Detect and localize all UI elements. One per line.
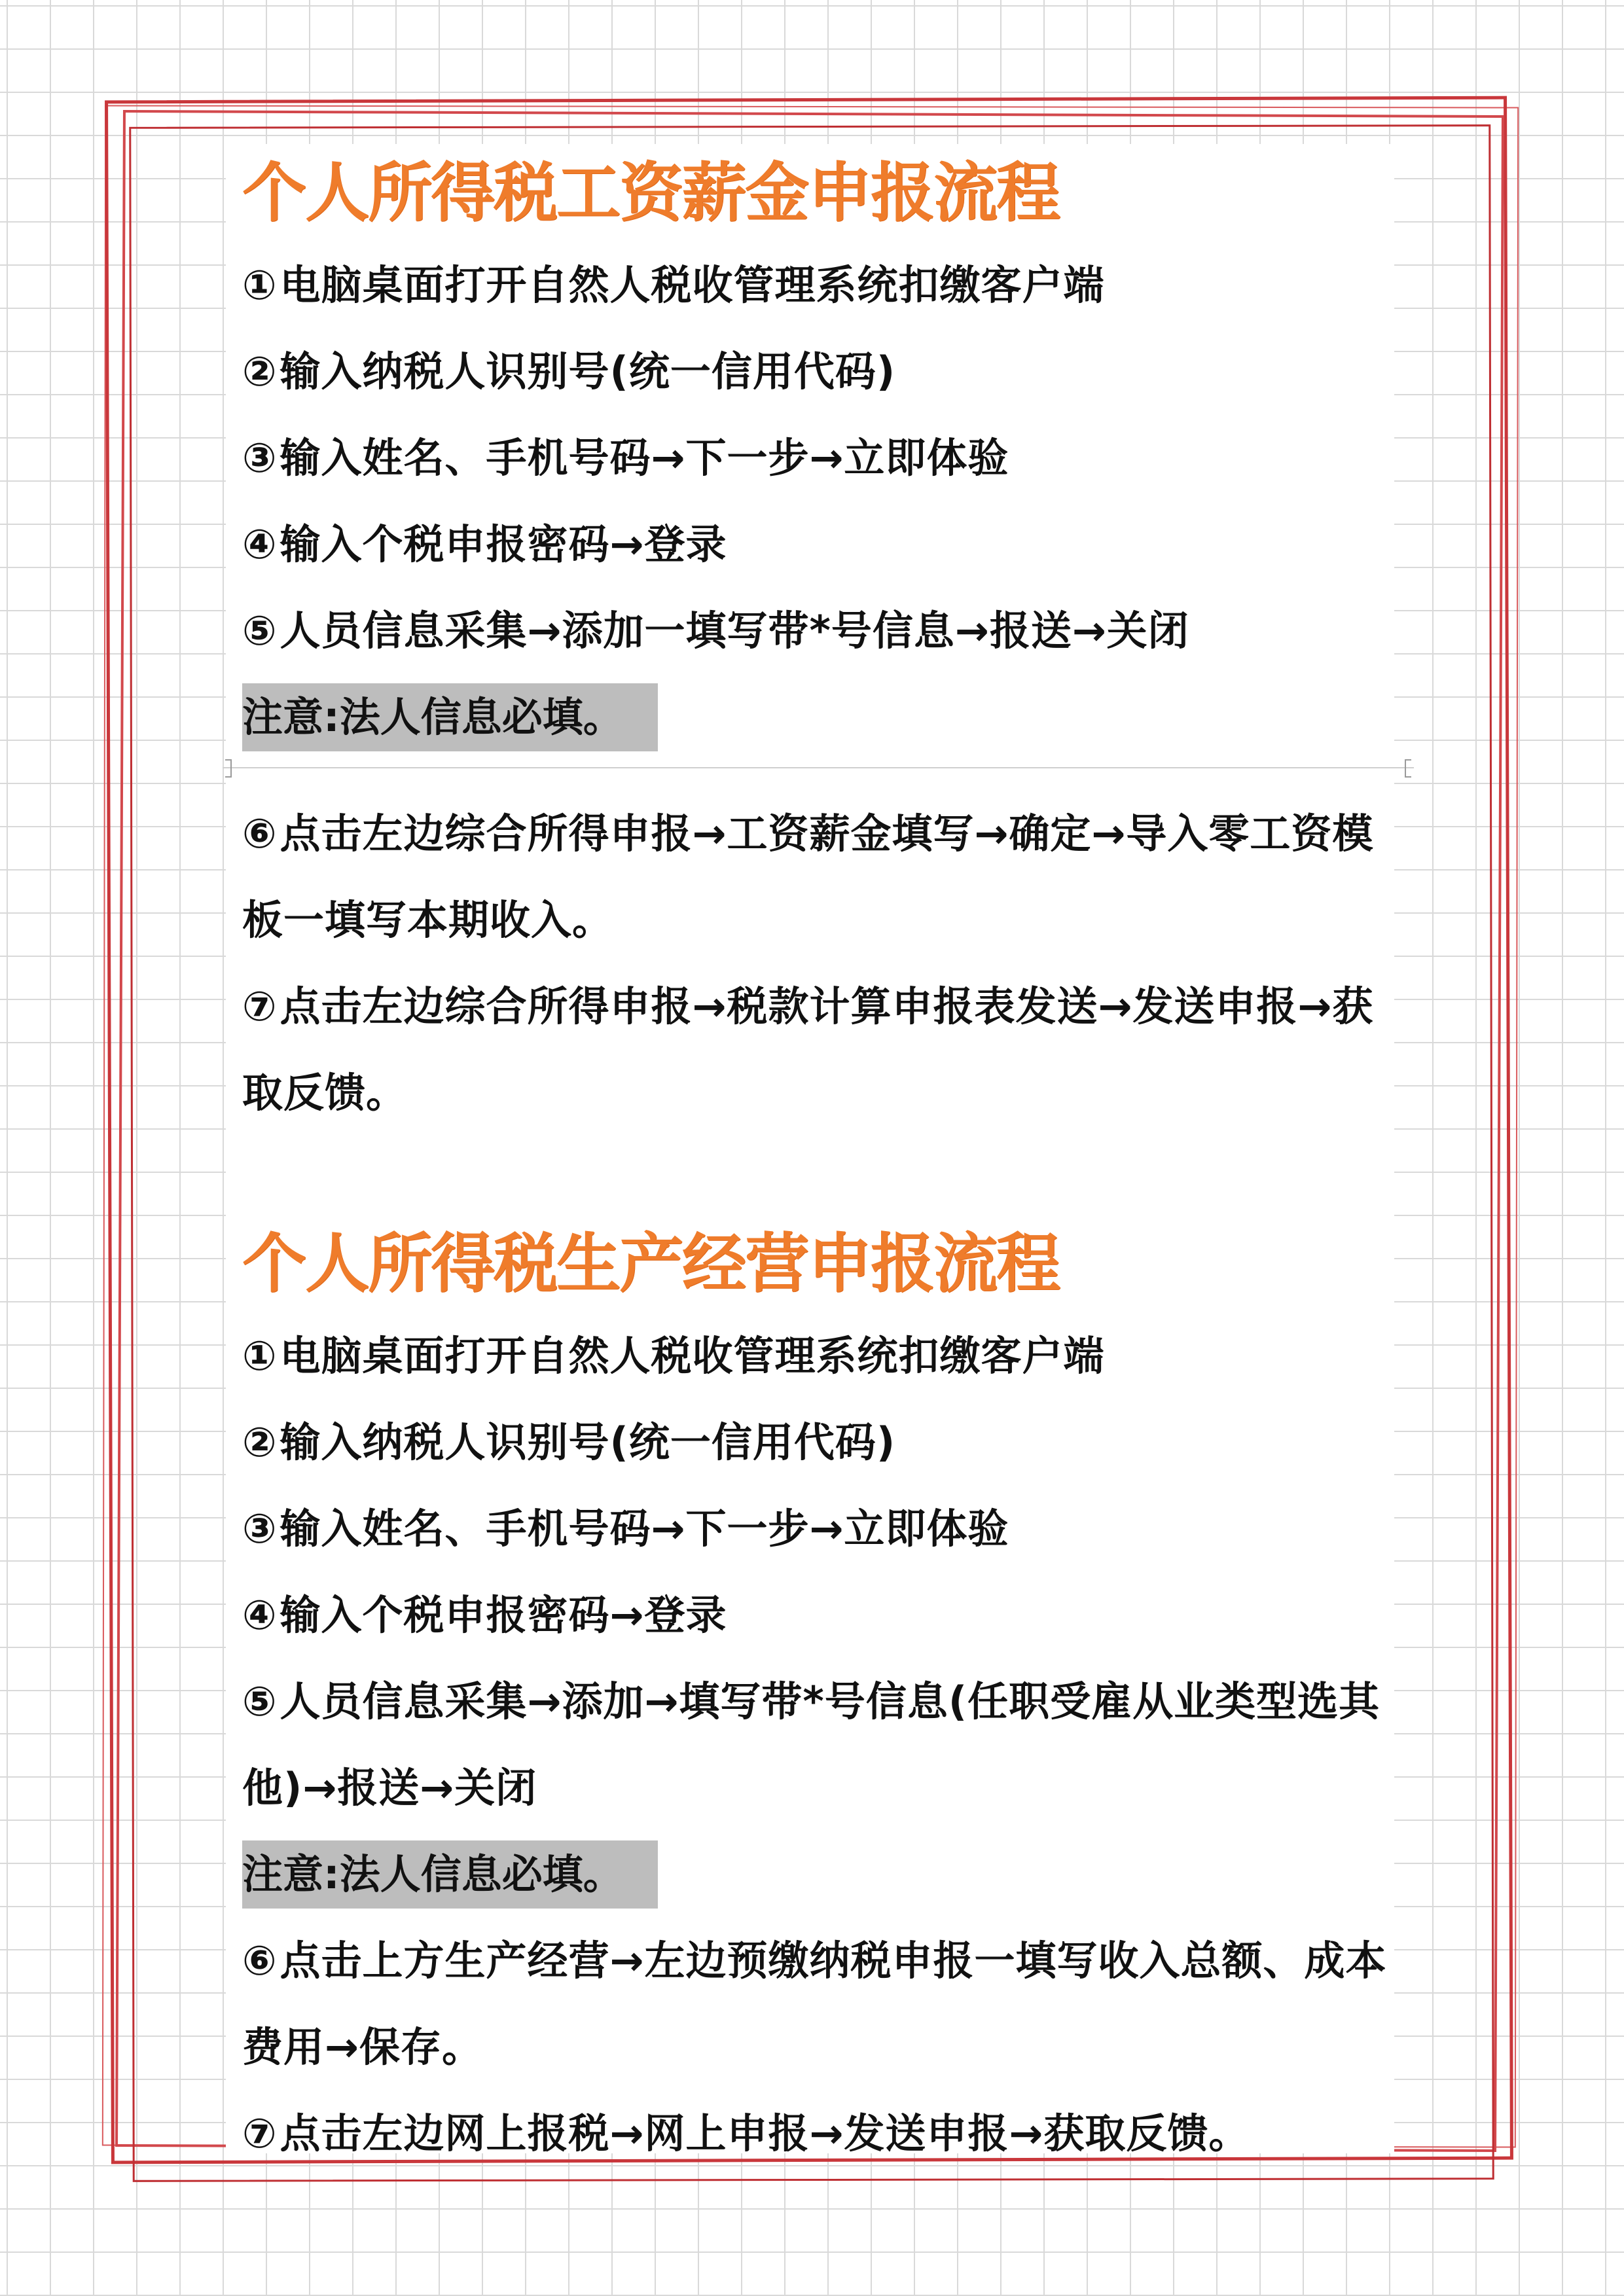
section-title-wages: 个人所得税工资薪金申报流程 bbox=[242, 156, 1060, 230]
page-break-marker-left bbox=[225, 759, 232, 778]
step-number: ⑥ bbox=[242, 810, 278, 857]
step-number: ④ bbox=[242, 1591, 278, 1639]
step-number: ⑦ bbox=[242, 2109, 278, 2157]
step-number: ④ bbox=[242, 520, 278, 568]
step-3 bbox=[242, 415, 1394, 501]
note-highlight: 注意:法人信息必填。 bbox=[242, 1840, 658, 1909]
document-content bbox=[242, 151, 1394, 2177]
step-6 bbox=[242, 791, 1394, 963]
step-text: 点击上方生产经营→左边预缴纳税申报一填写收入总额、成本费用→保存。 bbox=[242, 1937, 1387, 2071]
note-highlight: 注意:法人信息必填。 bbox=[242, 683, 658, 751]
step-text: 输入纳税人识别号(统一信用代码) bbox=[280, 1418, 896, 1466]
step-number: ⑤ bbox=[242, 607, 278, 655]
step-text: 输入姓名、手机号码→下一步→立即体验 bbox=[280, 434, 1009, 482]
section-spacer bbox=[242, 1136, 1394, 1221]
page-break-divider bbox=[223, 767, 1414, 788]
step-5 bbox=[242, 588, 1394, 674]
step-number: ⑦ bbox=[242, 982, 278, 1030]
step-1 bbox=[242, 1313, 1394, 1399]
step-number: ⑤ bbox=[242, 1677, 278, 1725]
step-text: 人员信息采集→添加→填写带*号信息(任职受雇从业类型选其他)→报送→关闭 bbox=[242, 1677, 1380, 1812]
step-number: ① bbox=[242, 1332, 278, 1380]
section-title-business: 个人所得税生产经营申报流程 bbox=[242, 1227, 1060, 1301]
step-number: ③ bbox=[242, 1505, 278, 1552]
step-text: 点击左边综合所得申报→工资薪金填写→确定→导入零工资模板一填写本期收入。 bbox=[242, 810, 1374, 944]
step-5 bbox=[242, 1659, 1394, 1831]
step-2 bbox=[242, 1399, 1394, 1486]
step-number: ⑥ bbox=[242, 1937, 278, 1984]
step-6 bbox=[242, 1918, 1394, 2090]
step-number: ② bbox=[242, 348, 278, 395]
step-number: ② bbox=[242, 1418, 278, 1466]
step-7 bbox=[242, 2090, 1394, 2177]
step-text: 电脑桌面打开自然人税收管理系统扣缴客户端 bbox=[280, 1332, 1105, 1380]
step-4 bbox=[242, 501, 1394, 588]
step-number: ① bbox=[242, 261, 278, 309]
step-4 bbox=[242, 1572, 1394, 1659]
step-text: 输入个税申报密码→登录 bbox=[280, 520, 727, 568]
step-text: 人员信息采集→添加一填写带*号信息→报送→关闭 bbox=[280, 607, 1189, 655]
step-text: 输入个税申报密码→登录 bbox=[280, 1591, 727, 1639]
step-text: 点击左边网上报税→网上申报→发送申报→获取反馈。 bbox=[280, 2109, 1250, 2157]
page-break-marker-right bbox=[1405, 759, 1411, 778]
step-text: 输入姓名、手机号码→下一步→立即体验 bbox=[280, 1505, 1009, 1552]
step-3 bbox=[242, 1486, 1394, 1572]
step-1 bbox=[242, 242, 1394, 329]
step-7 bbox=[242, 963, 1394, 1136]
step-2 bbox=[242, 329, 1394, 415]
step-text: 输入纳税人识别号(统一信用代码) bbox=[280, 348, 896, 395]
step-text: 电脑桌面打开自然人税收管理系统扣缴客户端 bbox=[280, 261, 1105, 309]
step-text: 点击左边综合所得申报→税款计算申报表发送→发送申报→获取反馈。 bbox=[242, 982, 1374, 1117]
step-number: ③ bbox=[242, 434, 278, 482]
